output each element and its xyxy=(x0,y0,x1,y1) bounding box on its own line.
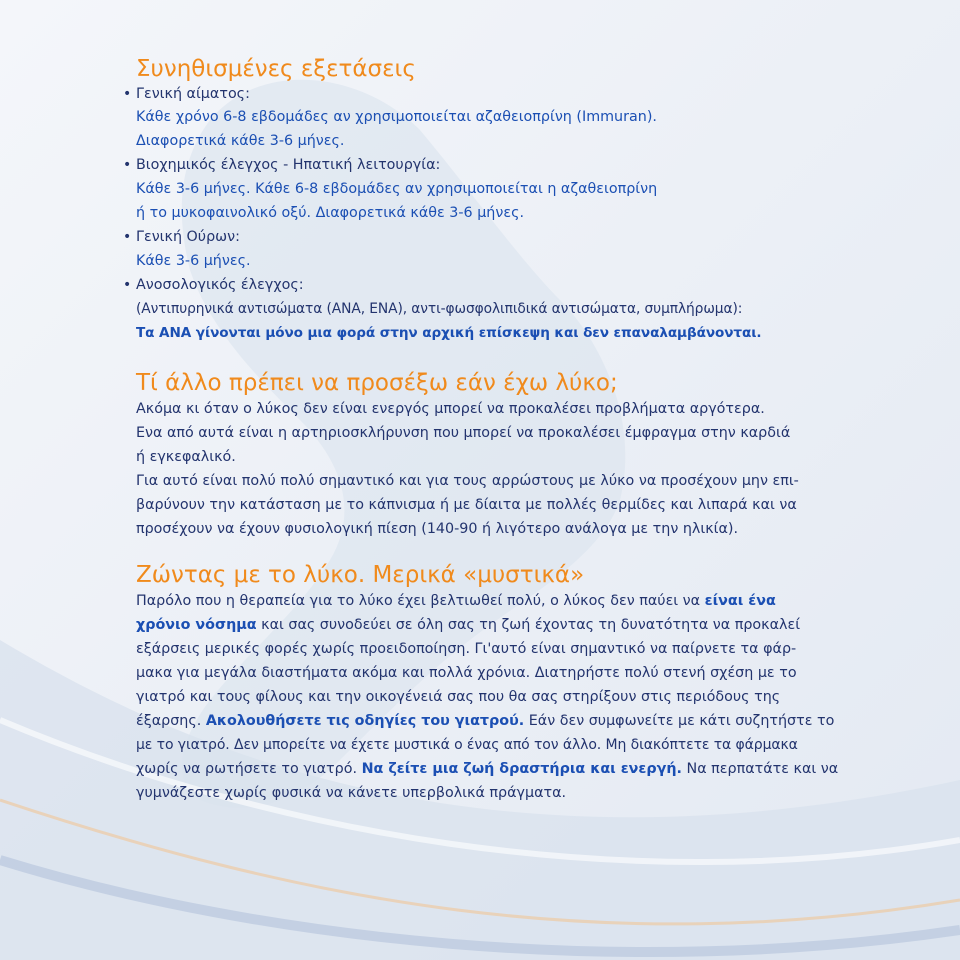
emphasis-run: είναι ένα xyxy=(704,593,776,609)
bullet-icon: • xyxy=(123,229,132,245)
bullet-icon: • xyxy=(123,277,132,293)
paragraph-line: βαρύνουν την κατάσταση με το κάπνισμα ή με δίαιτα με πολλές θερμίδες και λιπαρά και να xyxy=(136,497,797,513)
emphasis-run: χρόνιο νόσημα xyxy=(136,617,257,633)
paragraph-line xyxy=(136,710,834,732)
list-item-label: Γενική αίματος: xyxy=(136,86,250,102)
list-item-text: ή το μυκοφαινολικό οξύ. Διαφορετικά κάθε 3-6 μήνες. xyxy=(136,205,525,221)
list-item-label: Γενική Ούρων: xyxy=(136,229,240,245)
text-run: Εάν δεν συμφωνείτε με κάτι συζητήστε το xyxy=(524,713,835,729)
paragraph-line xyxy=(136,614,800,636)
list-item-text: Κάθε χρόνο 6-8 εβδομάδες αν χρησιμοποιείται αζαθειοπρίνη (Immuran). xyxy=(136,109,657,125)
list-item xyxy=(123,274,304,296)
list-item-text: Διαφορετικά κάθε 3-6 μήνες. xyxy=(136,133,345,149)
paragraph-line xyxy=(136,590,776,612)
text-run: Να περπατάτε και να xyxy=(681,761,839,777)
paragraph-line: με το γιατρό. Δεν μπορείτε να έχετε μυστικά ο ένας από τον άλλο. Μη διακόπτετε τα φάρμακα xyxy=(136,737,798,753)
section-title-precautions: Τί άλλο πρέπει να προσέξω εάν έχω λύκο; xyxy=(136,370,618,396)
text-run: και σας συνοδεύει σε όλη σας τη ζωή έχοντας τη δυνατότητα να προκαλεί xyxy=(256,617,801,633)
paragraph-line: γυμνάζεστε χωρίς φυσικά να κάνετε υπερβολικά πράγματα. xyxy=(136,785,567,801)
list-item-emphasis: Τα ΑΝΑ γίνονται μόνο μια φορά στην αρχική επίσκεψη και δεν επαναλαμβάνονται. xyxy=(136,325,762,341)
paragraph-line: ή εγκεφαλικό. xyxy=(136,449,236,465)
list-item-text: Κάθε 3-6 μήνες. xyxy=(136,253,251,269)
bullet-icon: • xyxy=(123,157,132,173)
list-item-text: (Αντιπυρηνικά αντισώματα (ΑΝΑ, ΕΝΑ), αντι-φωσφολιπιδικά αντισώματα, συμπλήρωμα): xyxy=(136,301,743,317)
text-run: έξαρσης. xyxy=(136,713,206,729)
list-item-label: Βιοχημικός έλεγχος - Ηπατική λειτουργία: xyxy=(136,157,441,173)
list-item xyxy=(123,83,250,105)
list-item-label: Ανοσολογικός έλεγχος: xyxy=(136,277,304,293)
paragraph-line: εξάρσεις μερικές φορές χωρίς προειδοποίηση. Γι'αυτό είναι σημαντικό να παίρνετε τα φάρ- xyxy=(136,641,797,657)
text-run: Παρόλο που η θεραπεία για το λύκο έχει βελτιωθεί πολύ, ο λύκος δεν παύει να xyxy=(136,593,705,609)
list-item xyxy=(123,154,441,176)
bullet-icon: • xyxy=(123,86,132,102)
paragraph-line: μακα για μεγάλα διαστήματα ακόμα και πολλά χρόνια. Διατηρήστε πολύ στενή σχέση με το xyxy=(136,665,797,681)
section-title-routine-tests: Συνηθισμένες εξετάσεις xyxy=(136,56,416,82)
paragraph-line: γιατρό και τους φίλους και την οικογένειά σας που θα σας στηρίξουν στις περιόδους της xyxy=(136,689,781,705)
list-item-text: Κάθε 3-6 μήνες. Κάθε 6-8 εβδομάδες αν χρησιμοποιείται η αζαθειοπρίνη xyxy=(136,181,658,197)
paragraph-line xyxy=(136,758,838,780)
text-run: χωρίς να ρωτήσετε το γιατρό. xyxy=(136,761,362,777)
paragraph-line: Ενα από αυτά είναι η αρτηριοσκλήρυνση που μπορεί να προκαλέσει έμφραγμα στην καρδιά xyxy=(136,425,791,441)
list-item xyxy=(123,226,240,248)
section-title-living-with-lupus: Ζώντας με το λύκο. Μερικά «μυστικά» xyxy=(136,562,585,588)
paragraph-line: προσέχουν να έχουν φυσιολογική πίεση (140-90 ή λιγότερο ανάλογα με την ηλικία). xyxy=(136,521,739,537)
emphasis-run: Ακολουθήσετε τις οδηγίες του γιατρού. xyxy=(205,713,525,729)
paragraph-line: Ακόμα κι όταν ο λύκος δεν είναι ενεργός μπορεί να προκαλέσει προβλήματα αργότερα. xyxy=(136,401,765,417)
paragraph-line: Για αυτό είναι πολύ πολύ σημαντικό και για τους αρρώστους με λύκο να προσέχουν μην επι- xyxy=(136,473,799,489)
emphasis-run: Να ζείτε μια ζωή δραστήρια και ενεργή. xyxy=(361,761,682,777)
